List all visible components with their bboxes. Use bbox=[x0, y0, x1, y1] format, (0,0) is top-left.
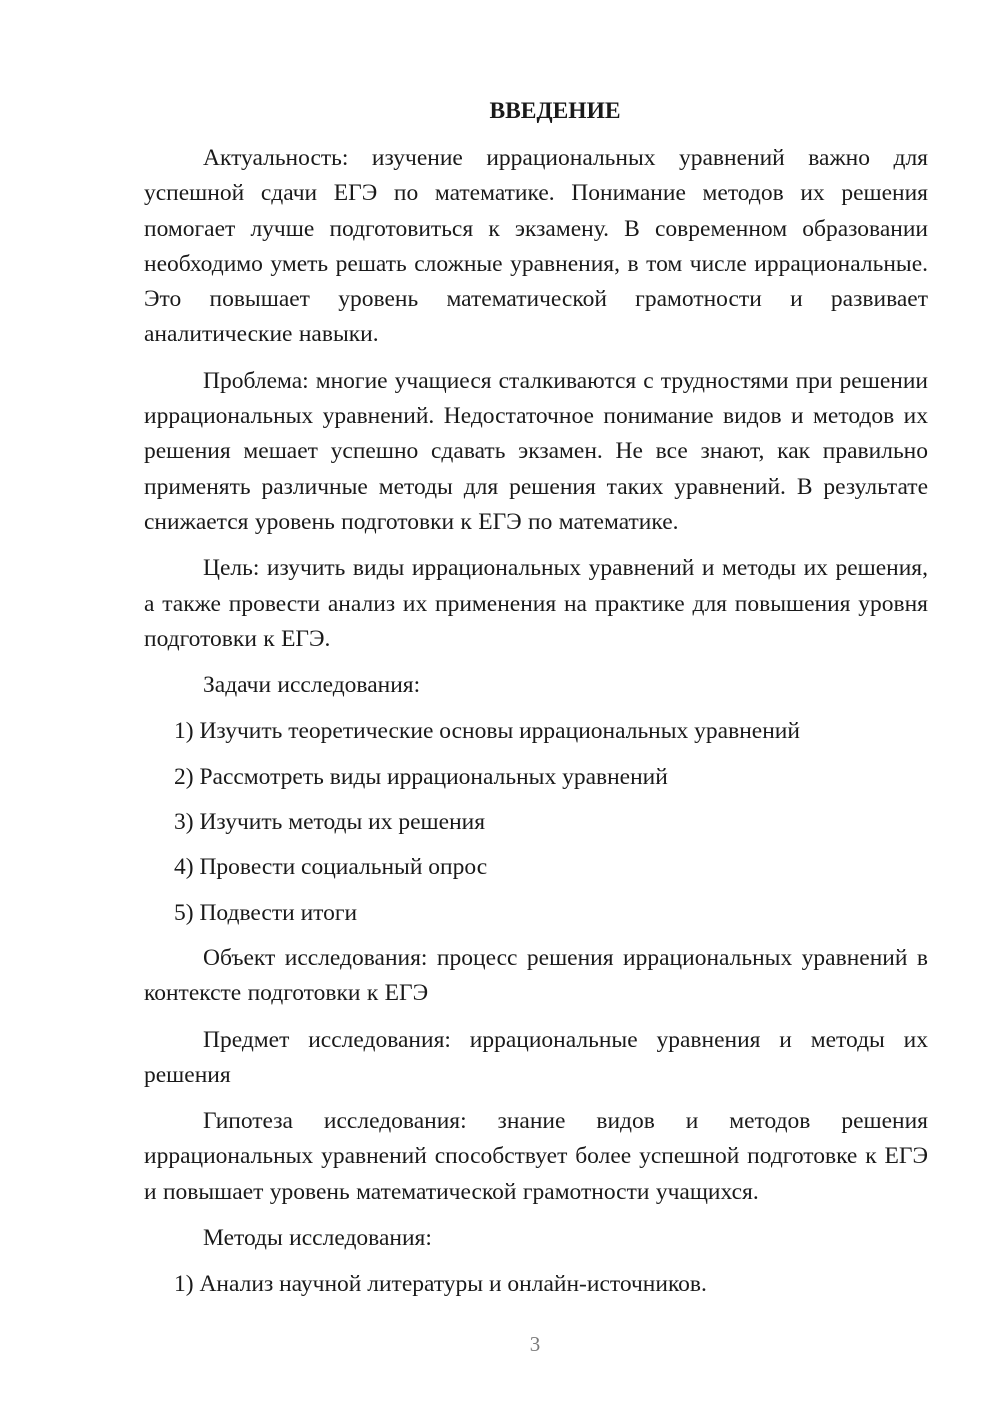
methods-label: Методы исследования: bbox=[203, 1225, 432, 1252]
list-item: 4) Провести социальный опрос bbox=[174, 854, 488, 881]
page-content bbox=[144, 94, 928, 1313]
problem-paragraph: Проблема: многие учащиеся сталкиваются с трудностями при решении иррациональных уравнений. Недостаточное понимание видов и методов их решения мешает успешно сдавать экзамен. Не все знают, как правильно применять различные методы для решения таких уравнений. В результате снижается уровень подготовки к ЕГЭ по математике. bbox=[144, 367, 928, 535]
methods-list bbox=[144, 1267, 928, 1302]
page-number: 3 bbox=[529, 1332, 541, 1356]
section-heading: ВВЕДЕНИЕ bbox=[489, 98, 621, 124]
list-item: 3) Изучить методы их решения bbox=[174, 809, 486, 836]
goal-paragraph: Цель: изучить виды иррациональных уравнений и методы их решения, а также провести анализ их применения на практике для повышения уровня подготовки к ЕГЭ. bbox=[144, 555, 928, 652]
list-item: 1) Анализ научной литературы и онлайн-источников. bbox=[174, 1271, 707, 1298]
object-paragraph: Объект исследования: процесс решения иррациональных уравнений в контексте подготовки к ЕГЭ bbox=[144, 944, 928, 1007]
list-item: 2) Рассмотреть виды иррациональных уравнений bbox=[174, 763, 668, 790]
tasks-label: Задачи исследования: bbox=[203, 672, 421, 699]
tasks-list bbox=[144, 714, 928, 930]
list-item: 1) Изучить теоретические основы иррациональных уравнений bbox=[174, 718, 800, 745]
hypothesis-paragraph: Гипотеза исследования: знание видов и методов решения иррациональных уравнений способствует более успешной подготовке к ЕГЭ и повышает уровень математической грамотности учащихся. bbox=[144, 1108, 928, 1205]
subject-paragraph: Предмет исследования: иррациональные уравнения и методы их решения bbox=[144, 1026, 928, 1088]
relevance-paragraph: Актуальность: изучение иррациональных уравнений важно для успешной сдачи ЕГЭ по математике. Понимание методов их решения помогает лучше подготовиться к экзамену. В современном образовании необходимо уметь решать сложные уравнения, в том числе иррациональные. Это повышает уровень математической грамотности и развивает аналитические навыки. bbox=[144, 145, 928, 348]
list-item: 5) Подвести итоги bbox=[174, 899, 358, 926]
